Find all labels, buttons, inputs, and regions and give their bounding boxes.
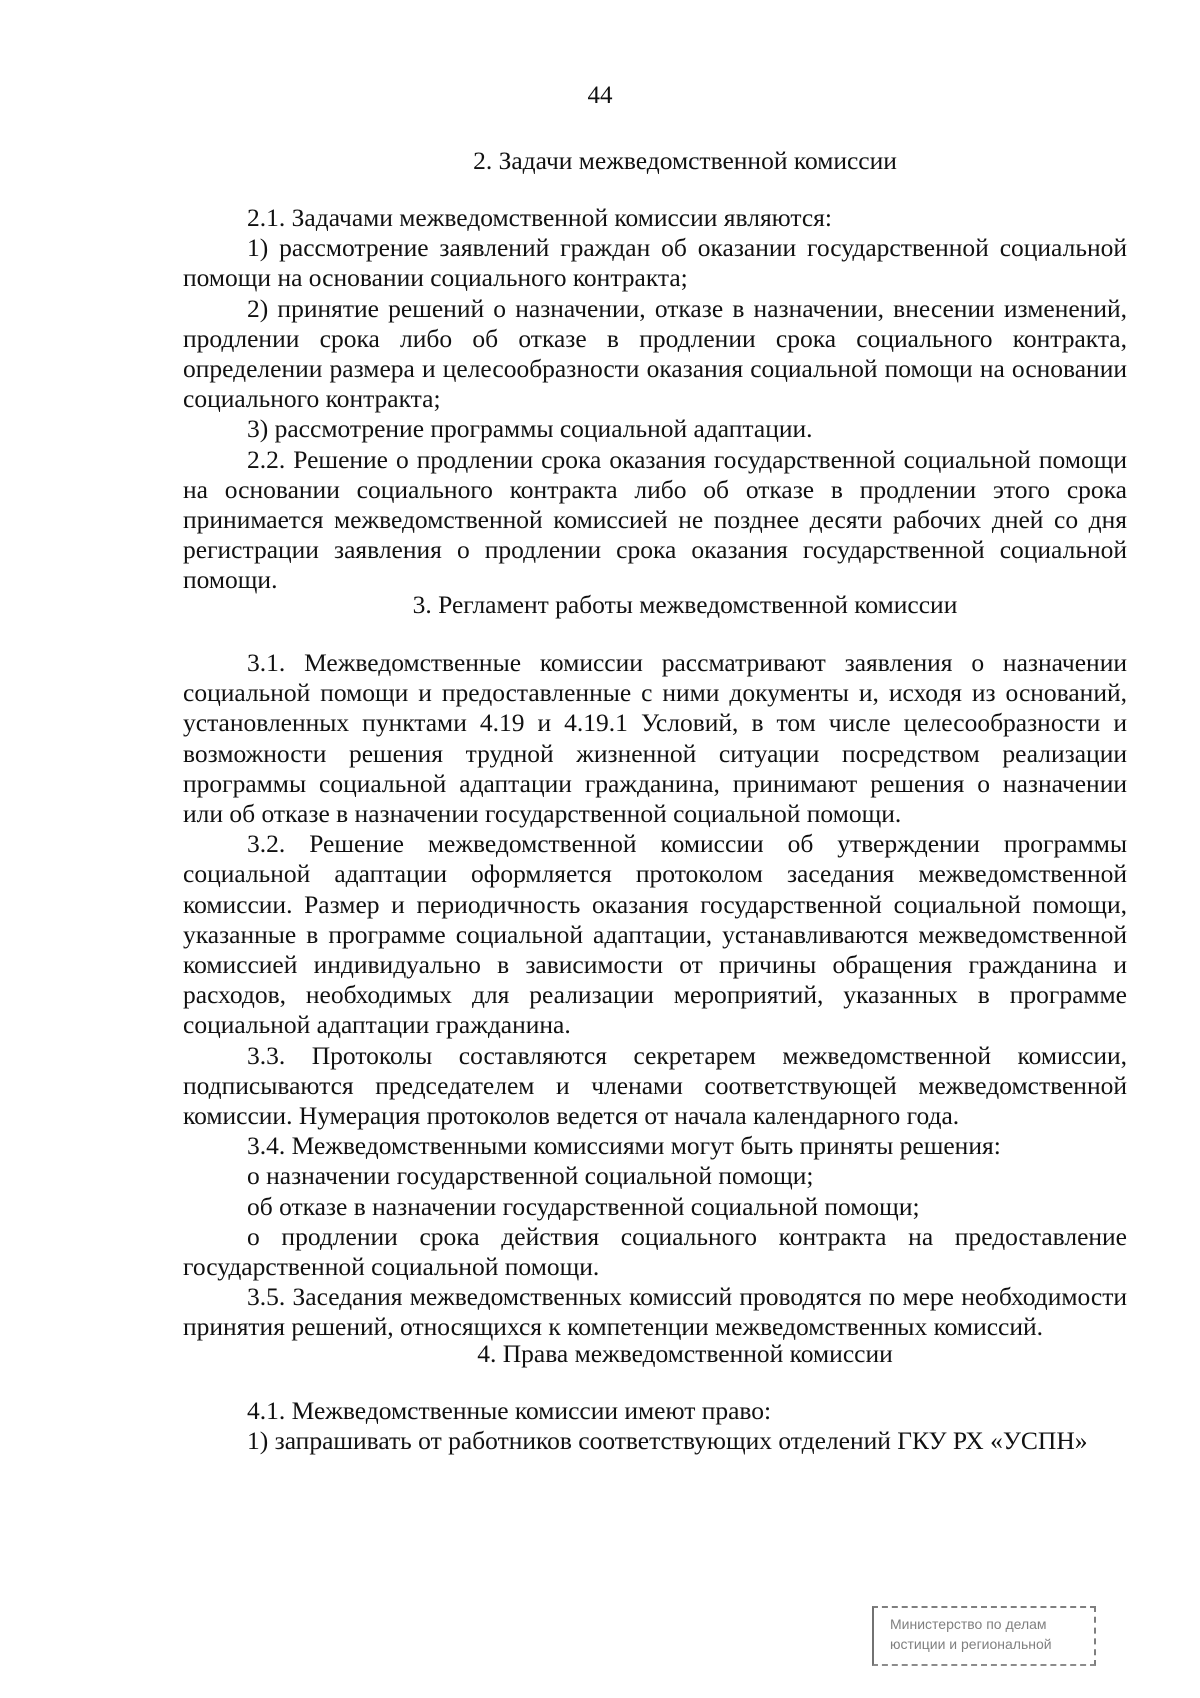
paragraph-2-2: 2.2. Решение о продлении срока оказания государственной социальной помощи на основании социального контракта либо об отказе в продлении этого срока принимается межведомственной комиссией не позднее десяти рабочих дней со дня регистрации заявления о продлении срока оказания государственной социальной помощи. bbox=[183, 444, 1127, 595]
paragraph-3-2: 3.2. Решение межведомственной комиссии об утверждении программы социальной адаптации оформляется протоколом заседания межведомственной комиссии. Размер и периодичность оказания государственной социальной помощи, указанные в программе социальной адаптации, устанавливаются межведомственной комиссией индивидуально в зависимости от причины обращения гражданина и расходов, необходимых для реализации мероприятий, указанных в программе социальной адаптации гражданина. bbox=[183, 829, 1127, 1040]
paragraph-3-1: 3.1. Межведомственные комиссии рассматривают заявления о назначении социальной помощи и предоставленные с ними документы и, исходя из оснований, установленных пунктами 4.19 и 4.19.1 Условий, в том числе целесообразности и возможности решения трудной жизненной ситуации посредством реализации программы социальной адаптации гражданина, принимают решения о назначении или об отказе в назначении государственной социальной помощи. bbox=[183, 648, 1127, 829]
page-number: 44 bbox=[587, 82, 613, 109]
section-2-heading: 2. Задачи межведомственной комиссии bbox=[473, 146, 897, 175]
section-4-heading: 4. Права межведомственной комиссии bbox=[477, 1339, 893, 1368]
ministry-stamp bbox=[872, 1606, 1096, 1666]
section-3-heading: 3. Регламент работы межведомственной комиссии bbox=[412, 590, 958, 619]
stamp-line-2: юстиции и региональной bbox=[890, 1636, 1052, 1652]
paragraph-3-4-item-3: о продлении срока действия социального контракта на предоставление государственной социальной помощи. bbox=[183, 1221, 1127, 1282]
paragraph-3-4: 3.4. Межведомственными комиссиями могут быть приняты решения: bbox=[247, 1131, 1001, 1161]
paragraph-3-5: 3.5. Заседания межведомственных комиссий проводятся по мере необходимости принятия решений, относящихся к компетенции межведомственных комиссий. bbox=[183, 1282, 1127, 1342]
section-2-body bbox=[183, 203, 1127, 596]
paragraph-2-1-item-3: 3) рассмотрение программы социальной адаптации. bbox=[247, 414, 813, 444]
paragraph-4-1-item-1: 1) запрашивать от работников соответствующих отделений ГКУ РХ «УСПН» bbox=[247, 1426, 1088, 1456]
section-3-body bbox=[183, 648, 1127, 1343]
section-4-body bbox=[183, 1396, 1127, 1456]
paragraph-4-1: 4.1. Межведомственные комиссии имеют право: bbox=[247, 1396, 772, 1425]
section-2 bbox=[183, 146, 1127, 176]
paragraph-2-1-item-2: 2) принятие решений о назначении, отказе в назначении, внесении изменений, продлении срока либо об отказе в продлении срока социального контракта, определении размера и целесообразности оказания социальной помощи на основании социального контракта; bbox=[183, 293, 1127, 414]
stamp-line-1: Министерство по делам bbox=[890, 1616, 1047, 1632]
paragraph-2-1: 2.1. Задачами межведомственной комиссии являются: bbox=[247, 203, 832, 232]
paragraph-3-4-item-1: о назначении государственной социальной помощи; bbox=[247, 1161, 814, 1191]
paragraph-2-1-item-1: 1) рассмотрение заявлений граждан об оказании государственной социальной помощи на основании социального контракта; bbox=[183, 233, 1127, 293]
section-4 bbox=[183, 1339, 1127, 1369]
paragraph-3-3: 3.3. Протоколы составляются секретарем межведомственной комиссии, подписываются председателем и членами соответствующей межведомственной комиссии. Нумерация протоколов ведется от начала календарного года. bbox=[183, 1040, 1127, 1131]
paragraph-3-4-item-2: об отказе в назначении государственной социальной помощи; bbox=[247, 1191, 920, 1221]
section-3 bbox=[183, 590, 1127, 620]
